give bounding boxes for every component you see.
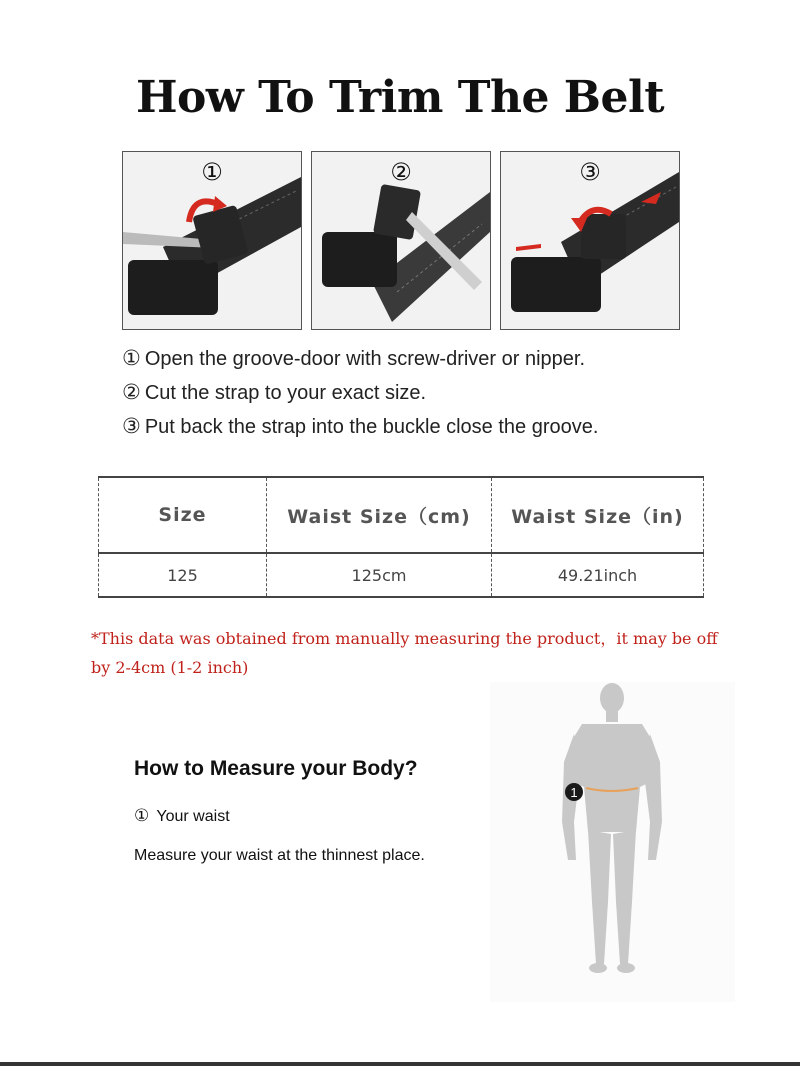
measure-item-label: Your waist	[156, 808, 230, 825]
header-waist-cm: Waist Size（cm)	[267, 477, 492, 553]
cell-waist-cm: 125cm	[267, 553, 492, 597]
waist-marker-label: 1	[570, 785, 578, 800]
measure-item-number: ①	[134, 806, 150, 826]
page-title: How To Trim The Belt	[135, 72, 665, 123]
measurement-note: *This data was obtained from manually measuring the product，it may be off by 2-4cm (1-2 inch)	[91, 629, 718, 677]
size-table	[98, 476, 704, 598]
table-row	[99, 553, 704, 597]
step-photo-3	[500, 151, 680, 330]
step-photo-2	[311, 151, 491, 330]
step-number-3: ③	[579, 158, 601, 186]
instruction-text: Put back the strap into the buckle close the groove.	[144, 416, 599, 438]
instruction-number: ②	[122, 380, 141, 404]
measure-description: Measure your waist at the thinnest place.	[134, 847, 425, 864]
instruction-item	[122, 342, 598, 376]
instruction-number: ③	[122, 414, 141, 438]
instruction-item	[122, 376, 598, 410]
header-waist-in: Waist Size（in)	[492, 477, 704, 553]
cell-size: 125	[99, 553, 267, 597]
body-figure	[490, 682, 735, 1002]
table-header-row	[99, 477, 704, 553]
cell-waist-in: 49.21inch	[492, 553, 704, 597]
step-photo-1	[122, 151, 302, 330]
bottom-divider	[0, 1062, 800, 1066]
instruction-text: Open the groove-door with screw-driver or nipper.	[144, 348, 586, 370]
instruction-text: Cut the strap to your exact size.	[144, 382, 427, 404]
measure-title: How to Measure your Body?	[134, 757, 418, 780]
instruction-item	[122, 410, 598, 444]
measure-item	[134, 806, 230, 826]
instruction-number: ①	[122, 346, 141, 370]
step-number-1: ①	[201, 158, 223, 186]
step-number-2: ②	[390, 158, 412, 186]
header-size: Size	[99, 477, 267, 553]
instruction-list	[122, 342, 598, 444]
human-silhouette-icon	[490, 682, 735, 1002]
